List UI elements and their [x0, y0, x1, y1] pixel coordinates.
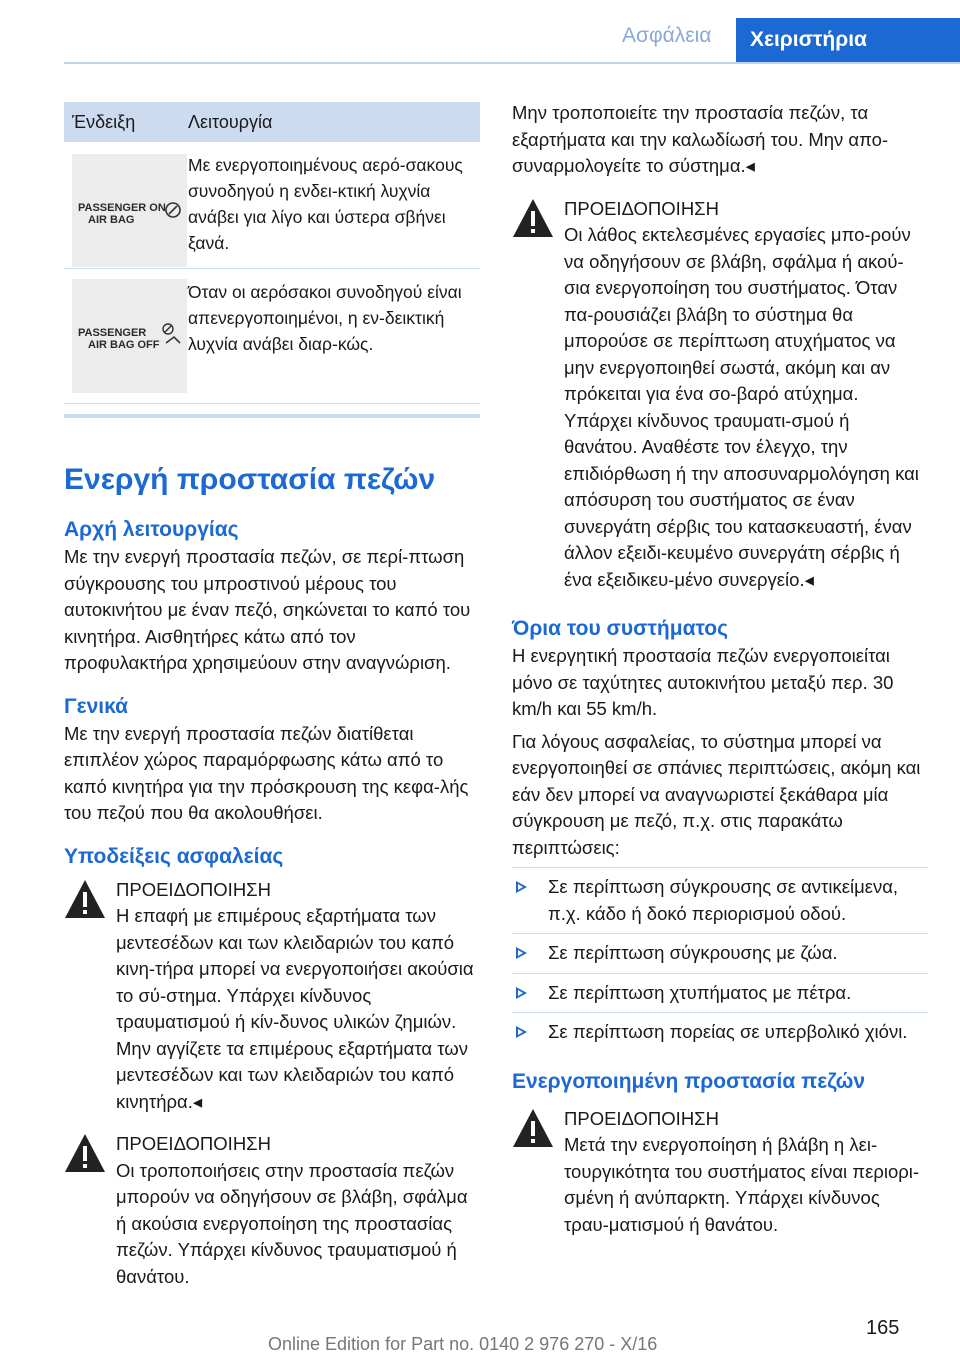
- indicator-label: PASSENGER: [78, 327, 147, 339]
- warning-title: ΠΡΟΕΙΔΟΠΟΙΗΣΗ: [564, 1107, 719, 1129]
- indicator-label: PASSENGER ON: [78, 202, 166, 214]
- warning-icon: [64, 879, 106, 919]
- paragraph-continued: Μην τροποποιείτε την προστασία πεζών, τα εξαρτήματα και την καλωδίωσή του. Μην απο-συναρμολογείτε το σύστημα.◂: [512, 102, 889, 176]
- indicator-label: AIR BAG: [88, 214, 135, 226]
- page-number: 165: [866, 1317, 900, 1339]
- warning-icon: [512, 198, 554, 238]
- triangle-bullet-icon: [516, 1026, 527, 1038]
- warning-title: ΠΡΟΕΙΔΟΠΟΙΗΣΗ: [564, 197, 719, 219]
- list-item: [512, 1019, 928, 1046]
- table-row: [64, 269, 480, 404]
- table-cell-function: Όταν οι αερόσακοι συνοδηγού είναι απενεργοποιημένοι, η εν-δεικτική λυχνία ανάβει διαρ-κώς.: [188, 282, 462, 354]
- warning-text: Μετά την ενεργοποίηση ή βλάβη η λει-τουργικότητα του συστήματος είναι περιορι-σμένη ή ανύπαρκτη. Υπάρχει κίνδυνος τραυ-ματισμού ή θανάτου.: [564, 1134, 920, 1235]
- chapter-tab: Χειριστήρια: [736, 18, 960, 62]
- airbag-off-indicator: [72, 279, 187, 393]
- warning-icon: [64, 1133, 106, 1173]
- section-label: Ασφάλεια: [622, 24, 712, 47]
- page-title: Ενεργή προστασία πεζών: [64, 463, 436, 496]
- heading-activated: Ενεργοποιημένη προστασία πεζών: [512, 1069, 866, 1093]
- list-item-text: Σε περίπτωση πορείας σε υπερβολικό χιόνι.: [548, 1021, 908, 1042]
- edition-footer: Online Edition for Part no. 0140 2 976 270 - X/16: [268, 1334, 658, 1354]
- heading-limits: Όρια του συστήματος: [512, 617, 729, 640]
- warning-block: [512, 196, 928, 594]
- left-column: [64, 102, 480, 1290]
- warning-block: [64, 1131, 480, 1290]
- table-bottom-rule: [64, 414, 480, 418]
- heading-safety: Υποδείξεις ασφαλείας: [64, 844, 284, 868]
- paragraph-limits-1: Η ενεργητική προστασία πεζών ενεργοποιείται μόνο σε ταχύτητες αυτοκινήτου μεταξύ περ. 30 km/h και 55 km/h.: [512, 645, 894, 719]
- paragraph-principle: Με την ενεργή προστασία πεζών, σε περί-πτωση σύγκρουσης του μπροστινού μέρους του αυτοκινήτου με έναν πεζό, σηκώνεται το καπό του κινητήρα. Αισθητήρες κάτω από τον προφυλακτήρα χρησιμεύουν στην αναγνώριση.: [64, 546, 471, 673]
- list-divider: [512, 933, 928, 934]
- header-rule: [64, 62, 960, 64]
- list-item-text: Σε περίπτωση σύγκρουσης με ζώα.: [548, 942, 838, 963]
- heading-general: Γενικά: [64, 694, 129, 718]
- list-divider: [512, 1012, 928, 1013]
- page-header: [0, 0, 960, 62]
- warning-title: ΠΡΟΕΙΔΟΠΟΙΗΣΗ: [116, 878, 271, 900]
- triangle-bullet-icon: [516, 881, 527, 893]
- table-cell-function: Με ενεργοποιημένους αερό-σακους συνοδηγού η ενδει-κτική λυχνία ανάβει για λίγο και ύστερα σβήνει ξανά.: [188, 155, 463, 253]
- table-col-function: Λειτουργία: [188, 112, 273, 132]
- triangle-bullet-icon: [516, 987, 527, 999]
- airbag-icon: [164, 200, 182, 220]
- bullet-list: [512, 874, 928, 1046]
- list-item: [512, 980, 928, 1007]
- list-divider: [512, 867, 928, 868]
- warning-block: [64, 877, 480, 1116]
- warning-icon: [512, 1108, 554, 1148]
- airbag-off-icon: [160, 321, 184, 349]
- warning-text: Οι λάθος εκτελεσμένες εργασίες μπο-ρούν να οδηγήσουν σε βλάβη, σφάλμα ή ακού-σια ενεργοποίηση του συστήματος. Όταν πα-ρουσιάζει βλάβη το σύστημα θα μπορούσε σε περίπτωση ατυχήματος να μην ενεργοποιηθεί σωστά, ακόμη και αν πρόκειται για ένα σο-βαρό ατύχημα. Υπάρχει κίνδυνος τραυματι-σμού ή θανάτου. Αναθέστε τον έλεγχο, την επιδιόρθωση ή την αποσυναρμολόγηση και απόσυρση του συστήματος σε έναν συνεργάτη σέρβις του κατασκευαστή, έναν άλλον εξειδι-κευμένο συνεργάτη σέρβις ή ένα εξειδικευ-μένο συνεργείο.◂: [564, 224, 919, 590]
- table-col-indicator: Ένδειξη: [72, 112, 136, 132]
- airbag-on-indicator: [72, 154, 187, 267]
- warning-title: ΠΡΟΕΙΔΟΠΟΙΗΣΗ: [116, 1133, 271, 1154]
- table-row: [64, 142, 480, 269]
- list-item: [512, 874, 928, 927]
- right-column: [512, 100, 928, 1238]
- warning-text: Οι τροποποιήσεις στην προστασία πεζών μπορούν να οδηγήσουν σε βλάβη, σφάλμα ή ακούσια ενεργοποίηση της προστασίας πεζών. Υπάρχει κίνδυνος τραυματισμού ή θανάτου.: [116, 1159, 468, 1287]
- table-header: [64, 102, 480, 142]
- list-item-text: Σε περίπτωση χτυπήματος με πέτρα.: [548, 981, 852, 1003]
- triangle-bullet-icon: [516, 947, 527, 959]
- list-item-text: Σε περίπτωση σύγκρουσης σε αντικείμενα, π.χ. κάδο ή δοκό περιορισμού οδού.: [548, 876, 899, 924]
- list-divider: [512, 973, 928, 974]
- paragraph-general: Με την ενεργή προστασία πεζών διατίθεται επιπλέον χώρος παραμόρφωσης κάτω από το καπό κινητήρα για την πρόσκρουση της κεφα-λής του πεζού που θα ακολουθήσει.: [64, 722, 469, 823]
- heading-principle: Αρχή λειτουργίας: [64, 518, 239, 541]
- warning-block: [512, 1106, 928, 1239]
- warning-text: Η επαφή με επιμέρους εξαρτήματα των μεντεσέδων και των κλειδαριών του καπό κινη-τήρα μπορεί να ενεργοποιήσει ακούσια το σύ-στημα. Υπάρχει κίνδυνος τραυματισμού ή κίν-δυνος υλικών ζημιών. Μην αγγίζετε τα επιμέρους εξαρτήματα των μεντεσέδων και των κλειδαριών του καπό κινητήρα.◂: [116, 905, 474, 1112]
- paragraph-limits-2: Για λόγους ασφαλείας, το σύστημα μπορεί να ενεργοποιηθεί σε σπάνιες περιπτώσεις, ακόμη και εάν δεν μπορεί να αναγνωριστεί ξεκάθαρα μία σύγκρουση με πεζό, π.χ. στις παρακάτω περιπτώσεις:: [512, 730, 921, 858]
- list-item: [512, 940, 928, 967]
- indicator-label: AIR BAG OFF: [88, 339, 160, 351]
